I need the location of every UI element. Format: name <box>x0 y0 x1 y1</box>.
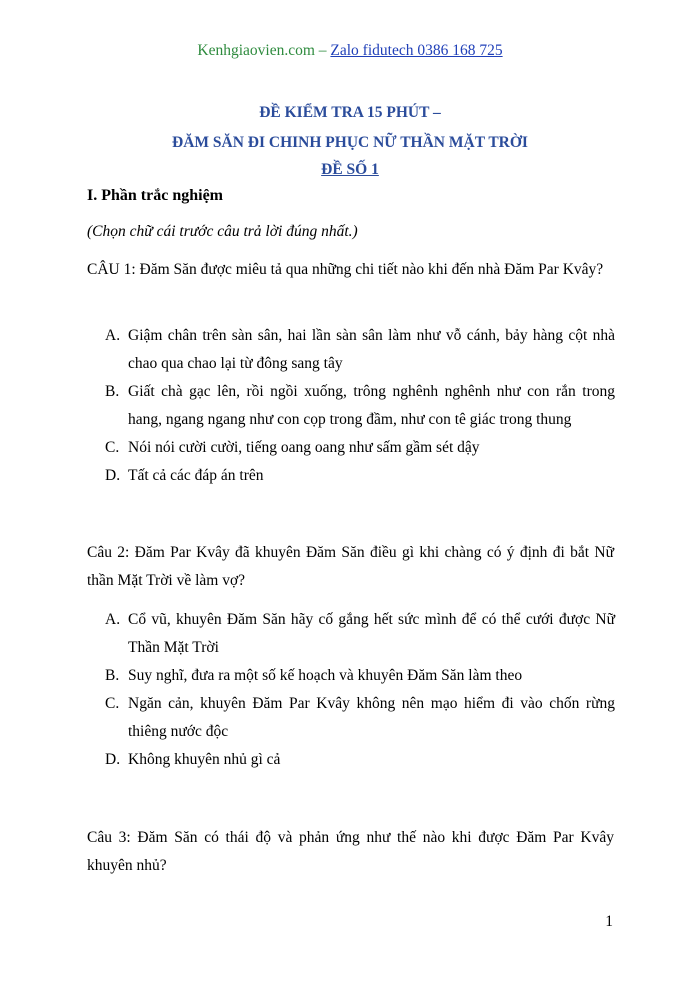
option-item <box>105 462 615 490</box>
title-line-3: ĐỀ SỐ 1 <box>321 161 379 178</box>
option-item <box>105 434 615 462</box>
option-letter: C. <box>105 695 120 712</box>
option-letter: A. <box>105 611 121 628</box>
option-text: Giất chà gạc lên, rồi ngồi xuống, trông nghênh nghênh như con rắn trong hang, ngang ngang như con cọp trong đầm, như con tê giác trong thung <box>128 383 615 428</box>
option-text: Cổ vũ, khuyên Đăm Săn hãy cố gắng hết sức mình để có thể cưới được Nữ Thần Mặt Trời <box>128 611 615 656</box>
question-2: Câu 2: Đăm Par Kvây đã khuyên Đăm Săn điều gì khi chàng có ý định đi bắt Nữ thần Mặt Trời về làm vợ? <box>87 544 614 589</box>
question-2-options <box>105 606 615 774</box>
question-3: Câu 3: Đăm Săn có thái độ và phản ứng như thế nào khi được Đăm Par Kvây khuyên nhủ? <box>87 829 614 874</box>
option-letter: B. <box>105 383 120 400</box>
option-item <box>105 662 615 690</box>
option-text: Ngăn cản, khuyên Đăm Par Kvây không nên mạo hiểm đi vào chốn rừng thiêng nước độc <box>128 695 615 740</box>
section-instruction: (Chọn chữ cái trước câu trả lời đúng nhất.) <box>87 223 358 240</box>
page-number: 1 <box>605 913 613 930</box>
title-line-1: ĐỀ KIỂM TRA 15 PHÚT – <box>259 104 441 121</box>
option-text: Suy nghĩ, đưa ra một số kế hoạch và khuyên Đăm Săn làm theo <box>128 667 523 684</box>
option-letter: A. <box>105 327 121 344</box>
option-item <box>105 690 615 746</box>
option-text: Không khuyên nhủ gì cả <box>128 751 281 768</box>
header-site-link[interactable]: Kenhgiaovien.com <box>197 42 315 59</box>
option-text: Giậm chân trên sàn sân, hai lần sàn sân làm như vỗ cánh, bảy hàng cột nhà chao qua chao lại từ đông sang tây <box>128 327 615 372</box>
option-item <box>105 746 615 774</box>
question-1: CÂU 1: Đăm Săn được miêu tả qua những chi tiết nào khi đến nhà Đăm Par Kvây? <box>87 261 604 278</box>
option-item <box>105 322 615 378</box>
option-letter: D. <box>105 751 121 768</box>
header-separator: – <box>314 42 331 59</box>
page-header <box>0 41 700 61</box>
option-text: Nói nói cười cười, tiếng oang oang như sấm gầm sét dậy <box>128 439 480 456</box>
option-letter: B. <box>105 667 120 684</box>
section-heading: I. Phần trắc nghiệm <box>87 187 223 204</box>
option-letter: C. <box>105 439 120 456</box>
option-item <box>105 378 615 434</box>
header-zalo-link[interactable]: Zalo fidutech 0386 168 725 <box>330 42 503 59</box>
option-letter: D. <box>105 467 121 484</box>
option-item <box>105 606 615 662</box>
option-text: Tất cả các đáp án trên <box>128 467 264 484</box>
question-1-options <box>105 322 615 490</box>
title-line-2: ĐĂM SĂN ĐI CHINH PHỤC NỮ THẦN MẶT TRỜI <box>172 134 528 151</box>
